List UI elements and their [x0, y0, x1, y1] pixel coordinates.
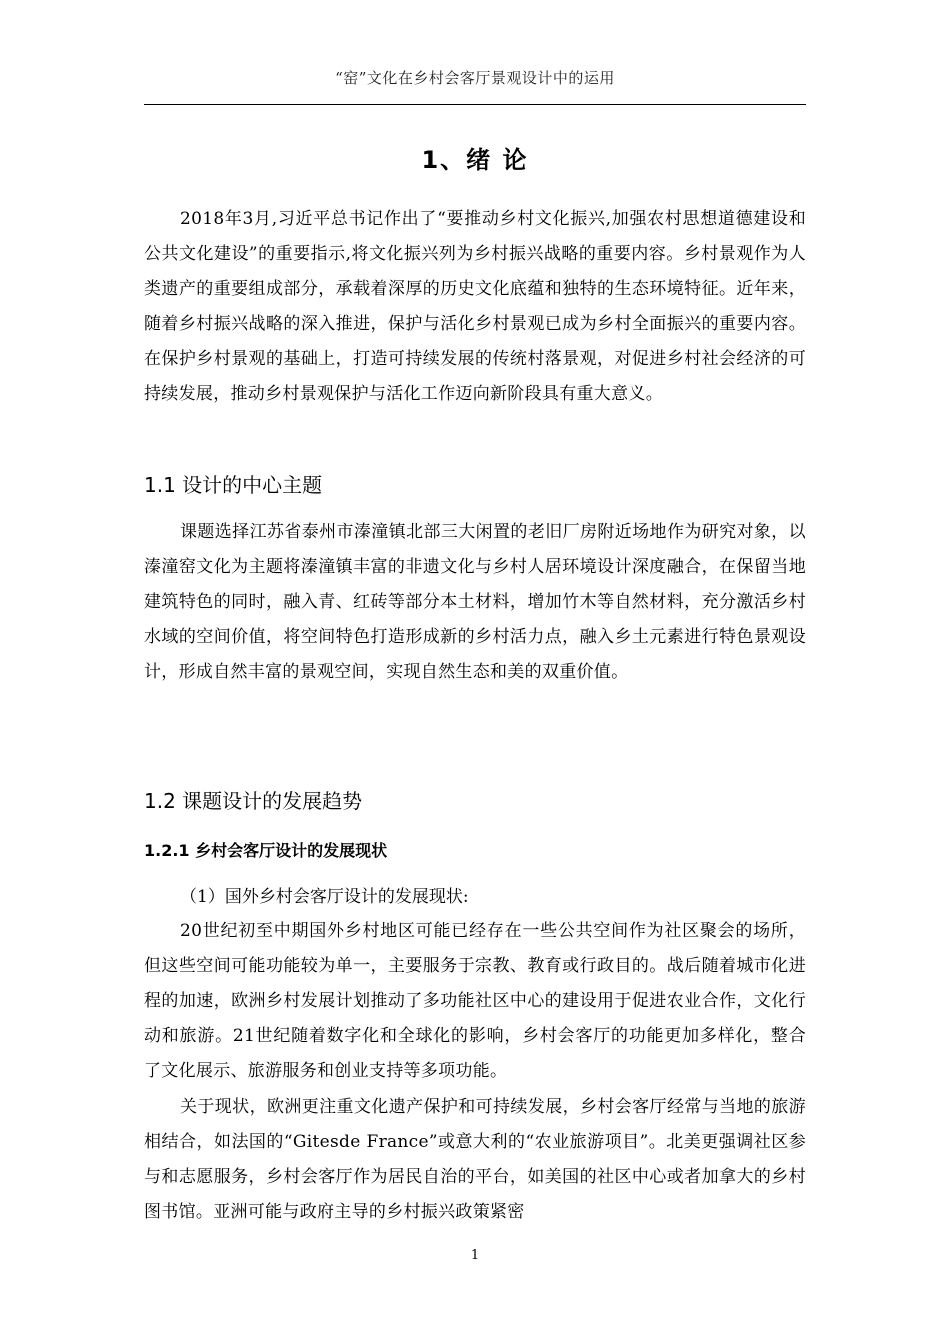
section-heading-1-1: 1.1 设计的中心主题 — [144, 473, 323, 497]
section-heading-1-2: 1.2 课题设计的发展趋势 — [144, 789, 363, 813]
running-header: “窑”文化在乡村会客厅景观设计中的运用 — [335, 69, 615, 87]
subsection-heading-1-2-1: 1.2.1 乡村会客厅设计的发展现状 — [144, 841, 388, 860]
list-item-label: （1）国外乡村会客厅设计的发展现状: — [180, 887, 469, 907]
section-1-2-paragraph-2: 关于现状，欧洲更注重文化遗产保护和可持续发展，乡村会客厅经常与当地的旅游相结合，如法国的“Gitesde France”或意大利的“农业旅游项目”。北美更强调社区参与和志愿服务，乡村会客厅作为居民自治的平台，如美国的社区中心或者加拿大的乡村图书馆。亚洲可能与政府主导的乡村振兴政策紧密 — [144, 1097, 806, 1222]
chapter-title: 1、绪 论 — [421, 146, 529, 174]
header-divider — [144, 104, 806, 105]
section-1-1-paragraph: 课题选择江苏省泰州市溱潼镇北部三大闲置的老旧厂房附近场地作为研究对象，以溱潼窑文化为主题将溱潼镇丰富的非遗文化与乡村人居环境设计深度融合，在保留当地建筑特色的同时，融入青、红砖等部分本土材料，增加竹木等自然材料，充分激活乡村水域的空间价值，将空间特色打造形成新的乡村活力点，融入乡土元素进行特色景观设计，形成自然丰富的景观空间，实现自然生态和美的双重价值。 — [144, 522, 806, 682]
page-number: 1 — [470, 1248, 480, 1263]
section-1-2-paragraph-1: 20世纪初至中期国外乡村地区可能已经存在一些公共空间作为社区聚会的场所，但这些空间可能功能较为单一，主要服务于宗教、教育或行政目的。战后随着城市化进程的加速，欧洲乡村发展计划推动了多功能社区中心的建设用于促进农业合作，文化行动和旅游。21世纪随着数字化和全球化的影响，乡村会客厅的功能更加多样化，整合了文化展示、旅游服务和创业支持等多项功能。 — [144, 921, 806, 1081]
intro-paragraph: 2018年3月,习近平总书记作出了“要推动乡村文化振兴,加强农村思想道德建设和公共文化建设”的重要指示,将文化振兴列为乡村振兴战略的重要内容。乡村景观作为人类遗产的重要组成部分，承载着深厚的历史文化底蕴和独特的生态环境特征。近年来，随着乡村振兴战略的深入推进，保护与活化乡村景观已成为乡村全面振兴的重要内容。在保护乡村景观的基础上，打造可持续发展的传统村落景观，对促进乡村社会经济的可持续发展，推动乡村景观保护与活化工作迈向新阶段具有重大意义。 — [144, 209, 806, 404]
